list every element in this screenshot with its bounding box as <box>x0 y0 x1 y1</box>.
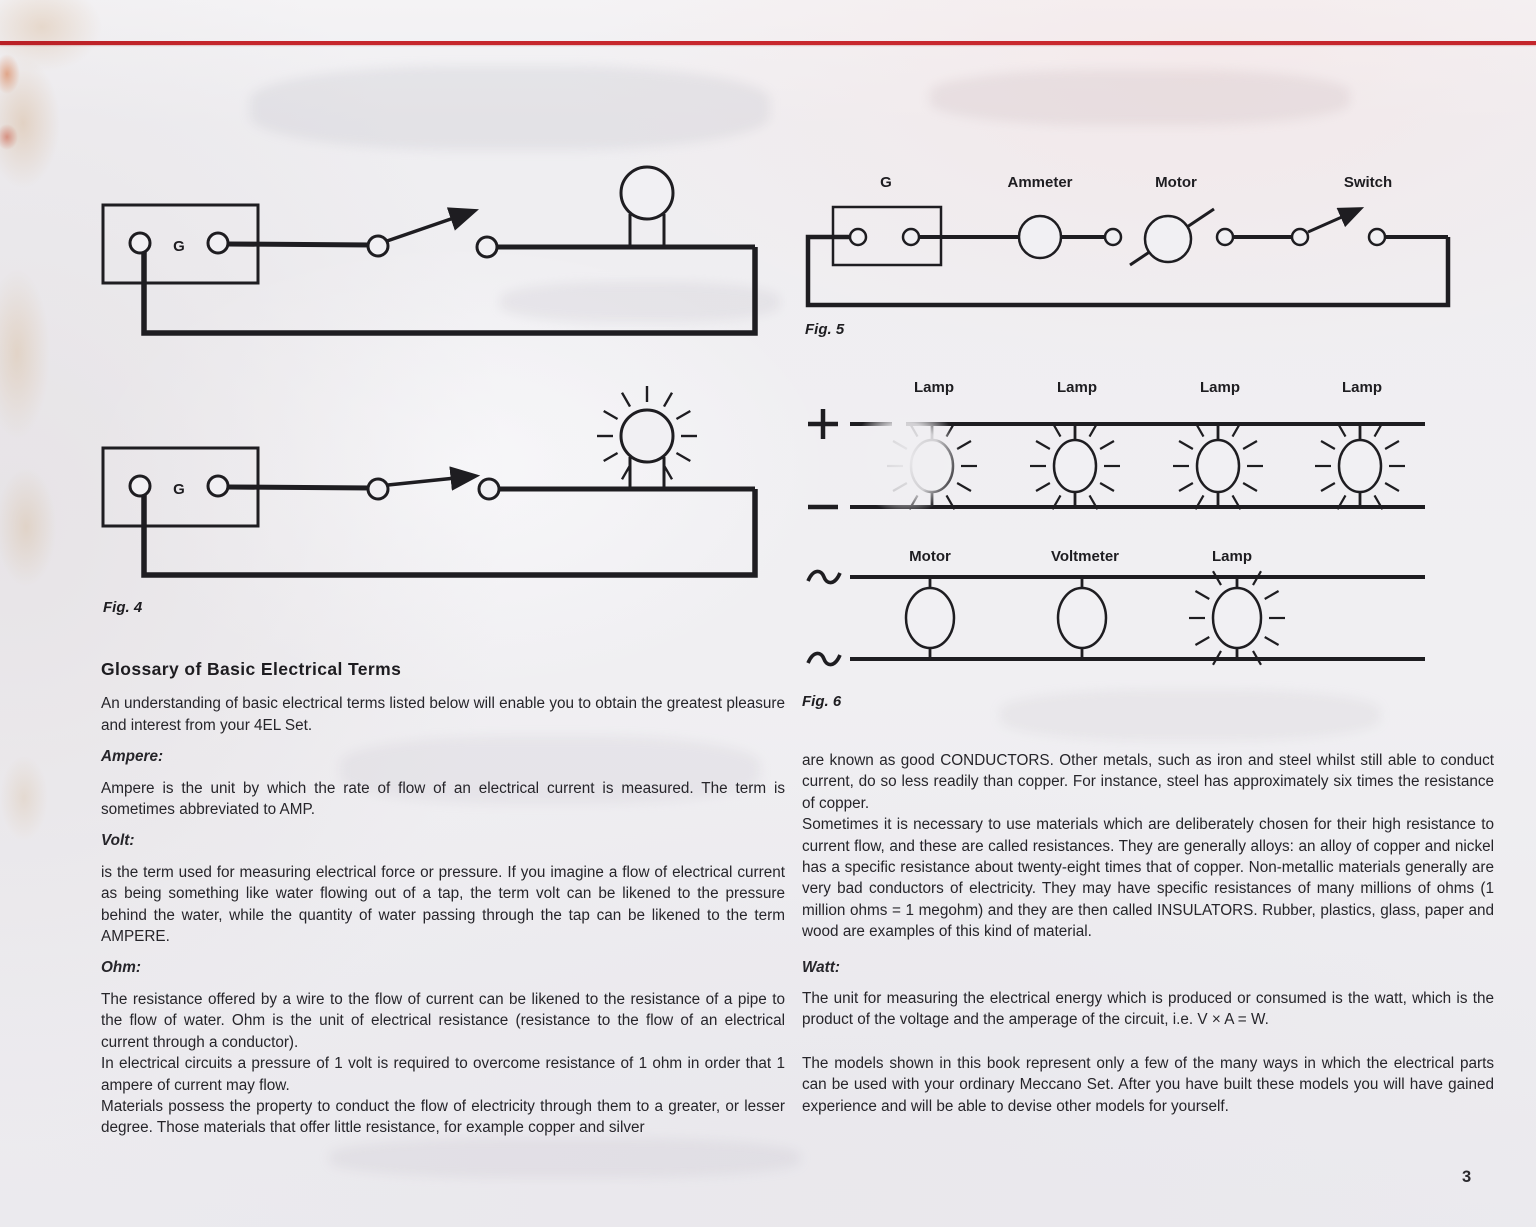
lamp-lit <box>621 410 673 462</box>
term-watt: Watt: <box>802 958 840 976</box>
paper-stain <box>0 58 60 188</box>
fig4-caption: Fig. 4 <box>103 599 143 616</box>
lamp-label: Lamp <box>913 379 955 396</box>
generator-label: G <box>880 174 892 191</box>
glossary-intro: An understanding of basic electrical terms listed below will enable you to obtain the greatest pleasure and interest from your 4EL Set. <box>101 695 785 734</box>
terminal <box>208 233 228 253</box>
conductors-paragraph-part: Sometimes it is necessary to use materials which are deliberately chosen for their high resistance to current flow, and these are called resistances. They are generally alloys: an alloy of copper and nickel has a specific resistance about twenty-eight times that of copper. Non-metallic materials generally are very bad conductors of electricity. They may have specific resistances of many millions of ohms (1 million ohms = 1 megohm) and they are then called INSULATORS. Rubber, plastics, glass, paper and wood are examples of this kind of material. <box>802 816 1494 941</box>
lamp-lit <box>1054 440 1096 492</box>
switch-arm-open <box>1308 209 1360 232</box>
terminal <box>850 229 866 245</box>
motor-symbol <box>906 588 954 648</box>
paper-stain <box>0 54 20 94</box>
paper-stain <box>0 0 102 72</box>
fig6-parallel-circuits-diagram <box>800 362 1460 712</box>
fig5-circuit <box>808 207 1448 305</box>
conductors-paragraph <box>802 750 1494 943</box>
switch-pivot <box>1292 229 1308 245</box>
terminal <box>130 233 150 253</box>
ammeter-label: Ammeter <box>1007 174 1073 191</box>
conductors-paragraph-part: are known as good CONDUCTORS. Other metals, such as iron and steel whilst still able to conduct current, do so less readily than copper. For instance, steel has approximately six times the resistance of copper. <box>802 752 1494 812</box>
lamp-branch <box>1189 571 1285 665</box>
definition-ohm-part: The resistance offered by a wire to the flow of current can be likened to the resistance of a pipe to the flow of water. Ohm is the unit of electrical resistance (resistance to the flow of an electrical current through a conductor). <box>101 990 785 1051</box>
definition-volt: is the term used for measuring electrical force or pressure. If you imagine a flow of electrical current as being something like water flowing out of a tap, the term volt can be likened to the pressure behind the water, while the quantity of water passing through the tap can be likened to the term AMPERE. <box>101 863 785 946</box>
lamp-lit <box>911 440 953 492</box>
definition-ohm-part: Materials possess the property to conduct the flow of electricity through them to a greater, or lesser degree. Those materials that offer little resistance, for example copper and silver <box>101 1097 785 1137</box>
voltmeter-label: Voltmeter <box>1050 548 1120 565</box>
bleed-through-smudge <box>930 70 1350 125</box>
top-red-rule <box>0 41 1536 45</box>
switch-arm-closed <box>388 476 475 485</box>
fig6-dc-section <box>808 409 1425 509</box>
page-number: 3 <box>1462 1168 1472 1186</box>
fig4-open-circuit <box>103 167 755 333</box>
term-ampere: Ampere: <box>101 748 164 766</box>
terminal <box>1105 229 1121 245</box>
terminal <box>1369 229 1385 245</box>
lamp-lit <box>1339 440 1381 492</box>
lamp-lit <box>1197 440 1239 492</box>
glossary-heading: Glossary of Basic Electrical Terms <box>101 659 402 679</box>
fig6-ac-section <box>808 571 1425 665</box>
switch-pivot <box>368 236 388 256</box>
fig4-closed-circuit <box>103 386 755 575</box>
glossary-column <box>101 659 785 1149</box>
motor-symbol <box>1145 216 1191 262</box>
fig5-caption: Fig. 5 <box>805 321 845 338</box>
lamp-branch <box>1173 423 1263 510</box>
ac-symbol <box>808 653 840 664</box>
generator-label: G <box>173 238 185 255</box>
conductors-column <box>802 750 1494 1127</box>
bleed-through-smudge <box>250 66 770 150</box>
ammeter-symbol <box>1019 216 1061 258</box>
lamp-label: Lamp <box>1341 379 1383 396</box>
ac-symbol <box>808 571 840 582</box>
fig4-circuit-diagram <box>88 155 788 625</box>
lamp-label: Lamp <box>1056 379 1098 396</box>
voltmeter-branch <box>1058 577 1106 659</box>
definition-ohm-part: In electrical circuits a pressure of 1 volt is required to overcome resistance of 1 ohm in order that 1 ampere of current may flow. <box>101 1055 785 1094</box>
paper-stain <box>0 755 48 841</box>
terminal <box>1217 229 1233 245</box>
generator-label: G <box>173 481 185 498</box>
paper-stain <box>0 468 56 586</box>
terminal <box>130 476 150 496</box>
lamp-branch <box>1315 423 1405 510</box>
term-volt: Volt: <box>101 832 135 850</box>
terminal <box>208 476 228 496</box>
terminal <box>477 237 497 257</box>
paper-stain <box>0 124 18 150</box>
terminal <box>479 479 499 499</box>
voltmeter-symbol <box>1058 588 1106 648</box>
lamp-branch <box>887 423 977 510</box>
terminal <box>903 229 919 245</box>
definition-ohm <box>101 989 785 1139</box>
fig5-circuit-diagram <box>800 158 1460 348</box>
term-ohm: Ohm: <box>101 959 141 977</box>
motor-branch <box>906 577 954 659</box>
motor-label: Motor <box>909 548 951 565</box>
plus-symbol <box>808 409 838 439</box>
lamp-label: Lamp <box>1199 379 1241 396</box>
lamp-off <box>621 167 673 219</box>
switch-label: Switch <box>1343 174 1393 191</box>
definition-watt: The unit for measuring the electrical energy which is produced or consumed is the watt, which is the product of the voltage and the amperage of the circuit, i.e. V × A = W. <box>802 990 1494 1029</box>
switch-pivot <box>368 479 388 499</box>
switch-arm-open <box>387 211 474 241</box>
paper-stain <box>0 268 50 438</box>
lamp-branch <box>1030 423 1120 510</box>
motor-label: Motor <box>1155 174 1197 191</box>
lamp-lit <box>1213 588 1261 648</box>
closing-paragraph: The models shown in this book represent only a few of the many ways in which the electrical parts can be used with your ordinary Meccano Set. After you have built these models you will have gained experience and will be able to devise other models for yourself. <box>802 1054 1494 1115</box>
fig6-caption: Fig. 6 <box>802 693 842 710</box>
lamp-label: Lamp <box>1211 548 1253 565</box>
definition-ampere: Ampere is the unit by which the rate of flow of an electrical current is measured. The term is sometimes abbreviated to AMP. <box>101 779 785 819</box>
